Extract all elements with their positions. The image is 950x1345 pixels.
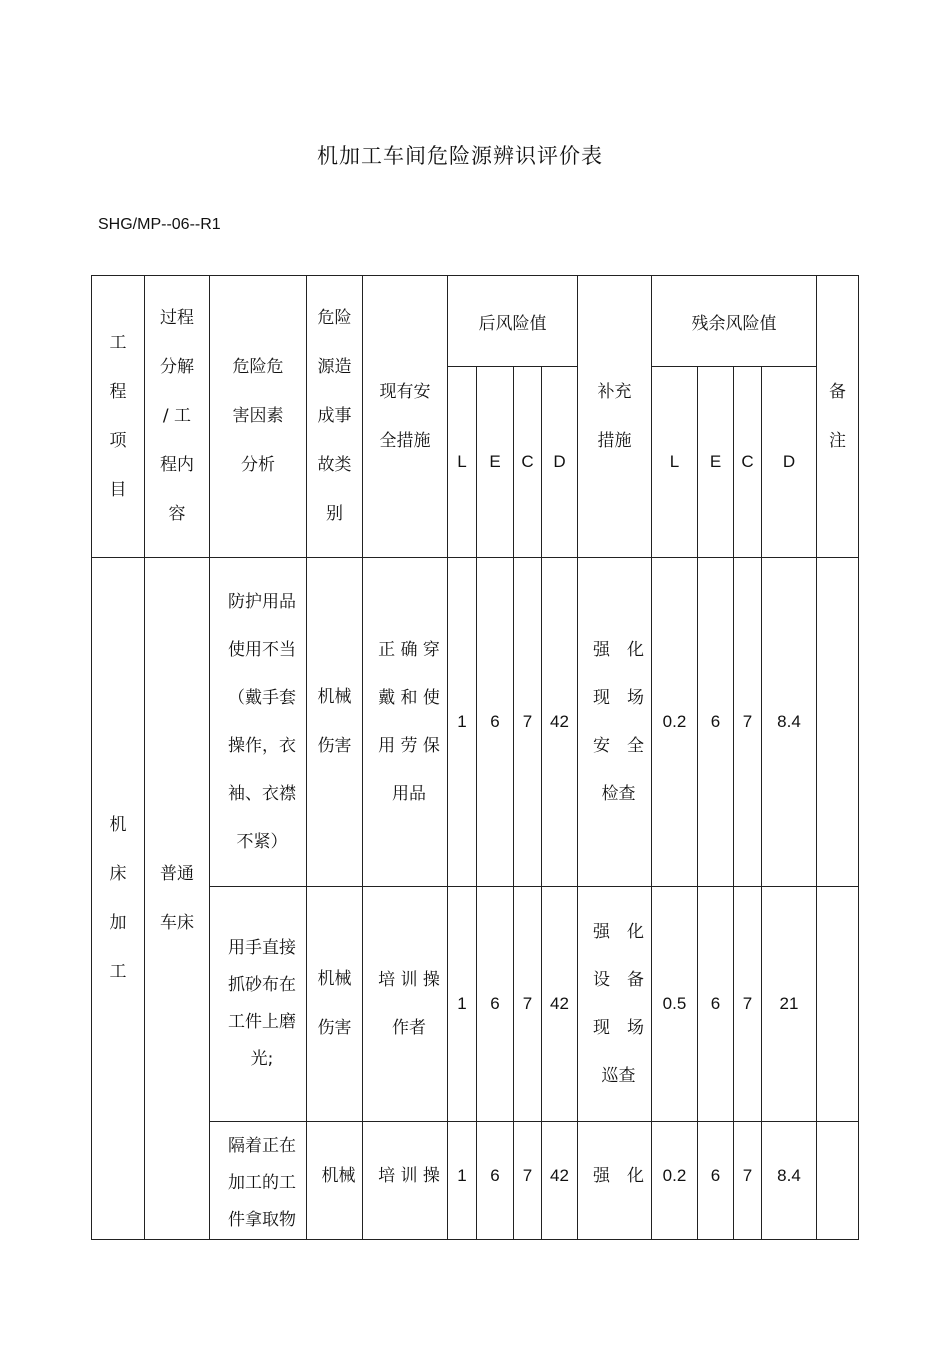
hazard-cell: 防护用品 使用不当 （戴手套 操作，衣 袖、衣襟 不紧） <box>210 558 307 887</box>
header-residual-E: E <box>698 367 734 558</box>
header-C: C <box>514 367 542 558</box>
residual-D-value: 8.4 <box>762 1122 817 1240</box>
accident-cell: 机械 伤害 <box>307 887 363 1122</box>
supplement-cell: 强 化 设 备 现 场 巡查 <box>578 887 652 1122</box>
header-row-1 <box>92 276 859 367</box>
D-value: 42 <box>542 887 578 1122</box>
header-residual-risk: 残余风险值 <box>652 276 817 367</box>
header-remark: 备 注 <box>817 276 859 558</box>
measures-cell: 培 训 操 作者 <box>363 887 448 1122</box>
residual-L-value: 0.5 <box>652 887 698 1122</box>
L-value: 1 <box>448 558 477 887</box>
accident-cell: 机械 伤害 <box>307 558 363 887</box>
C-value: 7 <box>514 887 542 1122</box>
supplement-cell: 强 化 <box>578 1122 652 1240</box>
header-hazard: 危险危 害因素 分析 <box>210 276 307 558</box>
measures-cell: 正 确 穿 戴 和 使 用 劳 保 用品 <box>363 558 448 887</box>
header-process: 过程 分解 / 工 程内 容 <box>145 276 210 558</box>
measures-cell: 培 训 操 <box>363 1122 448 1240</box>
header-accident-type: 危险 源造 成事 故类 别 <box>307 276 363 558</box>
remark-cell <box>817 887 859 1122</box>
residual-E-value: 6 <box>698 558 734 887</box>
process-cell: 普通 车床 <box>145 558 210 1240</box>
residual-E-value: 6 <box>698 1122 734 1240</box>
header-supplement: 补充 措施 <box>578 276 652 558</box>
E-value: 6 <box>477 558 514 887</box>
header-residual-C: C <box>734 367 762 558</box>
D-value: 42 <box>542 558 578 887</box>
hazard-assessment-table <box>91 275 859 1240</box>
header-L: L <box>448 367 477 558</box>
L-value: 1 <box>448 887 477 1122</box>
hazard-cell: 用手直接 抓砂布在 工件上磨 光; <box>210 887 307 1122</box>
header-project: 工 程 项 目 <box>92 276 145 558</box>
header-residual-D: D <box>762 367 817 558</box>
residual-C-value: 7 <box>734 1122 762 1240</box>
accident-cell: 机械 <box>307 1122 363 1240</box>
supplement-cell: 强 化 现 场 安 全 检查 <box>578 558 652 887</box>
header-D: D <box>542 367 578 558</box>
residual-E-value: 6 <box>698 887 734 1122</box>
remark-cell <box>817 1122 859 1240</box>
header-E: E <box>477 367 514 558</box>
header-residual-L: L <box>652 367 698 558</box>
residual-C-value: 7 <box>734 558 762 887</box>
residual-C-value: 7 <box>734 887 762 1122</box>
document-number: SHG/MP--06--R1 <box>98 216 221 233</box>
E-value: 6 <box>477 887 514 1122</box>
D-value: 42 <box>542 1122 578 1240</box>
header-risk-after: 后风险值 <box>448 276 578 367</box>
L-value: 1 <box>448 1122 477 1240</box>
project-cell: 机 床 加 工 <box>92 558 145 1240</box>
table-row <box>92 558 859 887</box>
residual-D-value: 8.4 <box>762 558 817 887</box>
page-title: 机加工车间危险源辨识评价表 <box>317 144 603 168</box>
residual-D-value: 21 <box>762 887 817 1122</box>
residual-L-value: 0.2 <box>652 1122 698 1240</box>
hazard-cell: 隔着正在 加工的工 件拿取物 <box>210 1122 307 1240</box>
C-value: 7 <box>514 558 542 887</box>
residual-L-value: 0.2 <box>652 558 698 887</box>
header-existing-measures: 现有安 全措施 <box>363 276 448 558</box>
remark-cell <box>817 558 859 887</box>
E-value: 6 <box>477 1122 514 1240</box>
C-value: 7 <box>514 1122 542 1240</box>
